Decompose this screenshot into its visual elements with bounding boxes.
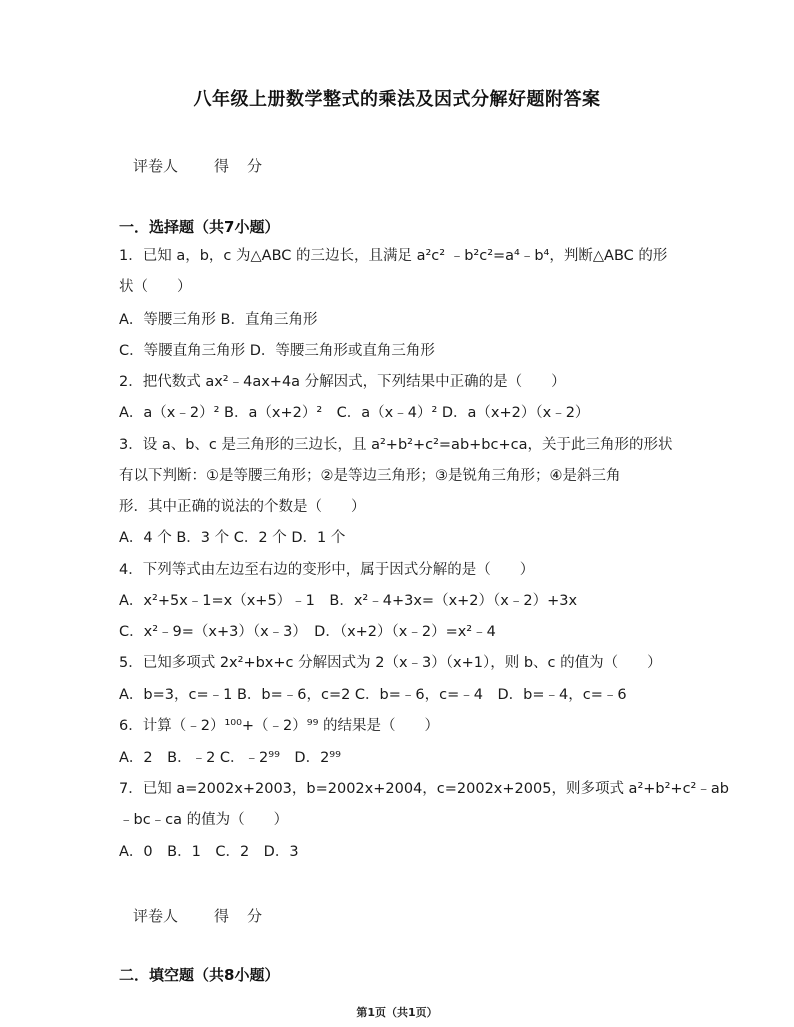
question-line: 7．已知 a=2002x+2003，b=2002x+2004，c=2002x+2005，则多项式 a²+b²+c²﹣ab — [119, 781, 729, 797]
question-line: 2．把代数式 ax²﹣4ax+4a 分解因式，下列结果中正确的是（ ） — [119, 374, 566, 390]
option-line: C．等腰直角三角形 D．等腰三角形或直角三角形 — [119, 343, 435, 359]
option-line: A．a（x﹣2）² B．a（x+2）² C．a（x﹣4）² D．a（x+2）（x﹣2） — [119, 405, 590, 421]
section-heading-choice: 一．选择题（共7小题） — [119, 218, 280, 236]
score-label: 得分 — [214, 907, 281, 925]
option-line: A．b=3，c=﹣1 B．b=﹣6，c=2 C．b=﹣6，c=﹣4 D．b=﹣4，c=﹣6 — [119, 687, 627, 703]
document-title: 八年级上册数学整式的乘法及因式分解好题附答案 — [193, 89, 601, 110]
reviewer-label: 评卷人 — [133, 157, 179, 175]
question-line: 4．下列等式由左边至右边的变形中，属于因式分解的是（ ） — [119, 562, 535, 578]
section-heading-fill: 二．填空题（共8小题） — [119, 966, 280, 984]
question-line: 形．其中正确的说法的个数是（ ） — [119, 499, 366, 515]
question-line: 状（ ） — [119, 279, 192, 295]
grader-box-2 — [133, 905, 280, 926]
option-line: A．x²+5x﹣1=x（x+5）﹣1 B．x²﹣4+3x=（x+2）（x﹣2）+3x — [119, 593, 578, 609]
question-line: 5．已知多项式 2x²+bx+c 分解因式为 2（x﹣3）（x+1），则 b、c 的值为（ ） — [119, 655, 662, 671]
score-label: 得分 — [214, 157, 281, 175]
question-line: 3．设 a、b、c 是三角形的三边长，且 a²+b²+c²=ab+bc+ca，关于此三角形的形状 — [119, 437, 673, 453]
page-footer: 第1页（共1页） — [356, 1006, 438, 1019]
question-line: 1．已知 a，b，c 为△ABC 的三边长，且满足 a²c² ﹣b²c²=a⁴﹣b⁴，判断△ABC 的形 — [119, 248, 668, 264]
option-line: A．等腰三角形 B．直角三角形 — [119, 312, 318, 328]
question-line: 6．计算（﹣2）¹⁰⁰+（﹣2）⁹⁹ 的结果是（ ） — [119, 718, 439, 734]
option-line: A．0 B．1 C．2 D．3 — [119, 844, 299, 860]
option-line: C．x²﹣9=（x+3）（x﹣3） D．（x+2）（x﹣2）=x²﹣4 — [119, 624, 496, 640]
option-line: A．4 个 B．3 个 C．2 个 D．1 个 — [119, 530, 346, 546]
reviewer-label: 评卷人 — [133, 907, 179, 925]
question-line: 有以下判断：①是等腰三角形；②是等边三角形；③是锐角三角形；④是斜三角 — [119, 468, 621, 484]
grader-box-1 — [133, 155, 280, 176]
question-line: ﹣bc﹣ca 的值为（ ） — [119, 812, 289, 828]
option-line: A．2 B．﹣2 C．﹣2⁹⁹ D．2⁹⁹ — [119, 750, 341, 766]
